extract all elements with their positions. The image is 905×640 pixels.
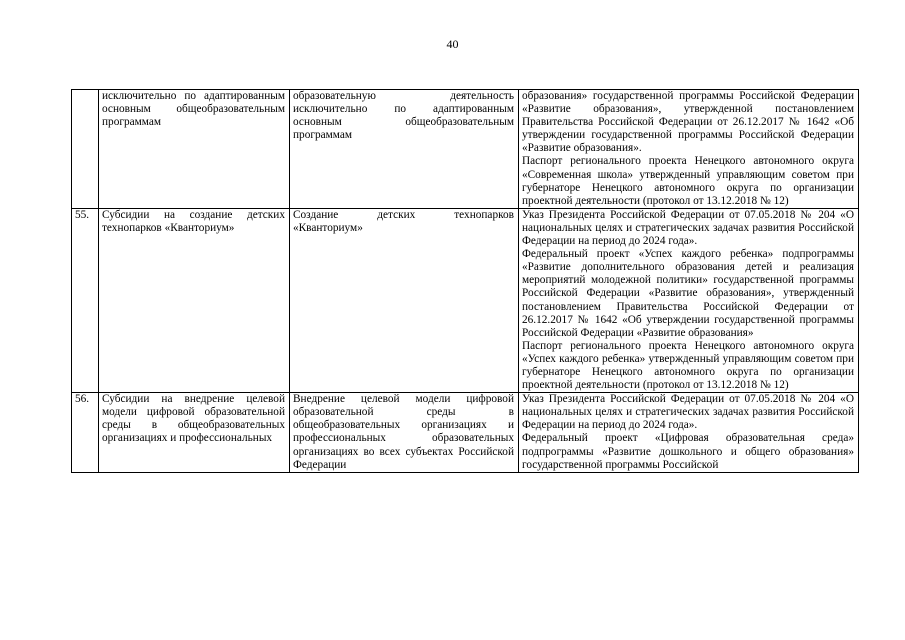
measure-name-cell: Субсидии на внедрение целевой модели цифровой образовательной среды в общеобразовательных организациях и профессиональных <box>99 393 290 473</box>
legal-basis-cell <box>519 90 859 209</box>
row-number <box>72 90 99 209</box>
document-table <box>71 89 859 473</box>
measure-direction-cell: Создание детских технопарков «Кванториум» <box>290 208 519 392</box>
legal-basis-cell <box>519 208 859 392</box>
row-number: 55. <box>72 208 99 392</box>
legal-basis-paragraph: Федеральный проект «Цифровая образовательная среда» подпрограммы «Развитие дошкольного и общего образования» государственной программы Российской <box>522 432 854 471</box>
page-bottom-margin <box>0 575 905 640</box>
legal-basis-paragraph: Федеральный проект «Успех каждого ребенка» подпрограммы «Развитие дополнительного образования детей и реализация мероприятий молодежной политики» государственной программы Российской Федерации «Развитие образования», утвержденный постановлением Правительства Российской Федерации от 26.12.2017 № 1642 «Об утверждении государственной программы Российской Федерации «Развитие образования» <box>522 248 854 339</box>
page-number: 40 <box>446 37 459 51</box>
table-row <box>72 393 859 473</box>
measure-direction-cell: Внедрение целевой модели цифровой образовательной среды в общеобразовательных организациях и профессиональных образовательных организациях во всех субъектах Российской Федерации <box>290 393 519 473</box>
table-row <box>72 90 859 209</box>
legal-basis-paragraph: Указ Президента Российской Федерации от 07.05.2018 № 204 «О национальных целях и стратегических задачах развития Российской Федерации на период до 2024 года». <box>522 208 854 248</box>
legal-basis-paragraph: образования» государственной программы Российской Федерации «Развитие образования», утвержденной постановлением Правительства Российской Федерации от 26.12.2017 № 1642 «Об утверждении государственной программы Российской Федерации «Развитие образования». <box>522 90 854 155</box>
legal-basis-cell <box>519 393 859 473</box>
row-number: 56. <box>72 393 99 473</box>
legal-basis-paragraph: Паспорт регионального проекта Ненецкого автономного округа «Успех каждого ребенка» утвержденный управляющим советом при губернаторе Ненецкого автономного округа по организации проектной деятельности (протокол от 13.12.2018 № 12) <box>522 339 854 392</box>
measure-name-cell: Субсидии на создание детских технопарков «Кванториум» <box>99 208 290 392</box>
legal-basis-paragraph: Паспорт регионального проекта Ненецкого автономного округа «Современная школа» утвержденный управляющим советом при губернаторе Ненецкого автономного округа по организации проектной деятельности (протокол от 13.12.2018 № 12) <box>522 155 854 207</box>
measure-name-cell: исключительно по адаптированным основным общеобразовательным программам <box>99 90 290 209</box>
measure-direction-cell: образовательную деятельность исключительно по адаптированным основным общеобразовательным программам <box>290 90 519 209</box>
legal-basis-paragraph: Указ Президента Российской Федерации от 07.05.2018 № 204 «О национальных целях и стратегических задачах развития Российской Федерации на период до 2024 года». <box>522 393 854 432</box>
table-row <box>72 208 859 392</box>
